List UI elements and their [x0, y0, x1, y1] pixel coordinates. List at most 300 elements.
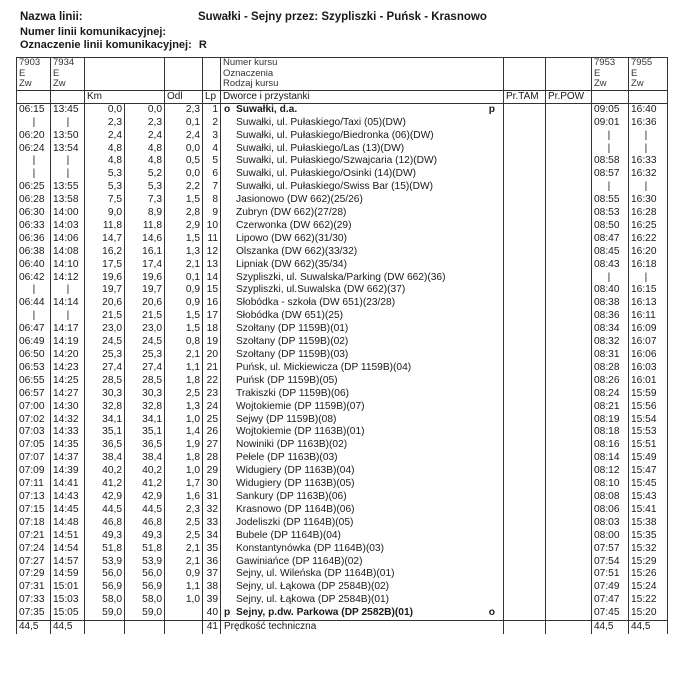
km-alt: 11,8	[125, 220, 165, 233]
stop-name: Sejwy (DP 1159B)(08)	[236, 413, 337, 425]
pr-pow-cell	[546, 155, 592, 168]
pr-tam-cell	[504, 272, 546, 285]
stop-name-cell	[221, 297, 504, 310]
stop-name-cell	[221, 465, 504, 478]
pr-pow-cell	[546, 143, 592, 156]
departure-7903: 06:33	[17, 220, 51, 233]
pr-tam-cell	[504, 517, 546, 530]
departure-7955: 15:22	[629, 594, 668, 607]
stop-index-lp: 8	[203, 194, 221, 207]
departure-7955: 15:45	[629, 478, 668, 491]
pr-pow-cell	[546, 284, 592, 297]
footer-row-speed	[17, 621, 668, 634]
departure-7955: 15:29	[629, 556, 668, 569]
stop-name: Szołtany (DP 1159B)(02)	[236, 336, 349, 348]
pr-pow-cell	[546, 401, 592, 414]
stop-row	[17, 220, 668, 233]
departure-7953: 08:58	[592, 155, 629, 168]
departure-7955: 15:59	[629, 388, 668, 401]
stop-index-lp: 10	[203, 220, 221, 233]
departure-7953: 08:03	[592, 517, 629, 530]
stop-name: Sejny, p.dw. Parkowa (DP 2582B)(01)	[236, 607, 414, 619]
departure-7934: 14:00	[51, 207, 85, 220]
departure-7903: |	[17, 155, 51, 168]
departure-7953: 08:19	[592, 414, 629, 427]
km-cumulative: 2,3	[85, 117, 125, 130]
departure-7903: 06:15	[17, 103, 51, 116]
pr-tam-cell	[504, 155, 546, 168]
stop-name-cell	[221, 362, 504, 375]
column-header-row	[17, 90, 668, 103]
lp-header: Lp	[203, 90, 221, 103]
stop-name: Sejny, ul. Wileńska (DP 1164B)(01)	[236, 568, 395, 580]
pr-tam-cell	[504, 568, 546, 581]
pr-tam-cell	[504, 543, 546, 556]
km-cumulative: 46,8	[85, 517, 125, 530]
stop-row	[17, 556, 668, 569]
km-alt: 8,9	[125, 207, 165, 220]
stop-index-lp: 14	[203, 272, 221, 285]
stop-row	[17, 155, 668, 168]
km-alt: 5,3	[125, 181, 165, 194]
departure-7934: 14:27	[51, 388, 85, 401]
stop-name-cell	[221, 117, 504, 130]
stop-flag: p	[488, 103, 495, 115]
stop-name: Jodeliszki (DP 1164B)(05)	[236, 516, 354, 528]
stop-name-cell	[221, 401, 504, 414]
stop-index-lp: 26	[203, 426, 221, 439]
stop-name-cell	[221, 168, 504, 181]
departure-7955: 16:33	[629, 155, 668, 168]
departure-7953: 08:08	[592, 491, 629, 504]
stop-name: Suwałki, ul. Pułaskiego/Swiss Bar (15)(DW)	[236, 181, 434, 193]
pr-tam-cell	[504, 439, 546, 452]
distance-odl: 2,1	[165, 556, 203, 569]
stop-row	[17, 491, 668, 504]
pr-tam-cell	[504, 607, 546, 620]
km-header: Km	[85, 90, 165, 103]
departure-7953: 08:00	[592, 530, 629, 543]
departure-7903: 07:00	[17, 401, 51, 414]
departure-7934: 14:25	[51, 375, 85, 388]
trip-header-7953: 7953 E Zw	[592, 58, 629, 91]
departure-7903: 07:07	[17, 452, 51, 465]
stop-index-lp: 6	[203, 168, 221, 181]
stop-row	[17, 323, 668, 336]
stop-row	[17, 607, 668, 620]
stop-index-lp: 13	[203, 259, 221, 272]
departure-7903: |	[17, 310, 51, 323]
pr-tam-cell	[504, 130, 546, 143]
departure-7934: 15:01	[51, 581, 85, 594]
departure-7955: |	[629, 181, 668, 194]
pr-tam-cell	[504, 297, 546, 310]
distance-odl: 1,3	[165, 401, 203, 414]
km-cumulative: 58,0	[85, 594, 125, 607]
pr-pow-cell	[546, 130, 592, 143]
departure-7934: |	[51, 117, 85, 130]
departure-7903: 07:18	[17, 517, 51, 530]
stop-name: Suwałki, ul. Pułaskiego/Szwajcaria (12)(DW)	[236, 155, 437, 167]
km-cumulative: 35,1	[85, 426, 125, 439]
footer-lp: 41	[203, 621, 221, 634]
stop-name: Trakiszki (DP 1159B)(06)	[236, 387, 350, 399]
stop-index-lp: 17	[203, 310, 221, 323]
stop-name-cell	[221, 246, 504, 259]
stop-name-cell	[221, 272, 504, 285]
distance-odl: 1,3	[165, 246, 203, 259]
pr-tam-cell	[504, 375, 546, 388]
line-mark	[20, 39, 207, 52]
pr-pow-cell	[546, 181, 592, 194]
stop-index-lp: 29	[203, 465, 221, 478]
line-number-label: Numer linii komunikacyjnej:	[20, 26, 167, 38]
stop-index-lp: 21	[203, 362, 221, 375]
stop-index-lp: 5	[203, 155, 221, 168]
pr-pow-cell	[546, 323, 592, 336]
stop-row	[17, 103, 668, 116]
departure-7934: 14:30	[51, 401, 85, 414]
km-alt: 19,6	[125, 272, 165, 285]
stop-row	[17, 272, 668, 285]
stop-name: Konstantynówka (DP 1164B)(03)	[236, 542, 384, 554]
departure-7955: |	[629, 272, 668, 285]
departure-7955: 15:43	[629, 491, 668, 504]
stop-index-lp: 3	[203, 130, 221, 143]
stop-name-cell	[221, 336, 504, 349]
stop-index-lp: 2	[203, 117, 221, 130]
km-alt: 0,0	[125, 103, 165, 116]
departure-7953: |	[592, 130, 629, 143]
distance-odl: 1,0	[165, 465, 203, 478]
distance-odl: 0,8	[165, 336, 203, 349]
stop-name: Żubryn (DW 662)(27/28)	[236, 207, 347, 219]
departure-7955: 15:54	[629, 414, 668, 427]
line-number	[20, 26, 166, 39]
distance-odl: 2,4	[165, 130, 203, 143]
km-cumulative: 16,2	[85, 246, 125, 259]
departure-7934: 14:39	[51, 465, 85, 478]
departure-7953: 08:47	[592, 233, 629, 246]
km-alt: 16,1	[125, 246, 165, 259]
departure-7955: 16:22	[629, 233, 668, 246]
stop-row	[17, 310, 668, 323]
km-cumulative: 44,5	[85, 504, 125, 517]
departure-7903: 07:27	[17, 556, 51, 569]
distance-odl	[165, 607, 203, 620]
distance-odl: 0,5	[165, 155, 203, 168]
blank	[504, 621, 546, 634]
stop-name: Sejny, ul. Łąkowa (DP 2584B)(02)	[236, 581, 390, 593]
line-mark-value: R	[198, 39, 207, 51]
pr-tam-cell	[504, 388, 546, 401]
stop-row	[17, 581, 668, 594]
stop-name: Puńsk (DP 1159B)(05)	[236, 374, 338, 386]
departure-7934: 14:23	[51, 362, 85, 375]
stops-header: Dworce i przystanki	[221, 90, 504, 103]
pr-pow-cell	[546, 246, 592, 259]
departure-7934: 13:54	[51, 143, 85, 156]
departure-7953: 08:31	[592, 349, 629, 362]
departure-7903: 07:11	[17, 478, 51, 491]
departure-7953: 07:45	[592, 607, 629, 620]
stop-index-lp: 40	[203, 607, 221, 620]
footer-label: Prędkość techniczna	[221, 621, 504, 634]
lp-header-blank	[203, 58, 221, 91]
km-alt: 49,3	[125, 530, 165, 543]
departure-7903: 07:02	[17, 414, 51, 427]
distance-odl: 1,9	[165, 439, 203, 452]
pr-pow-cell	[546, 478, 592, 491]
stop-name-cell	[221, 568, 504, 581]
departure-7953: 08:24	[592, 388, 629, 401]
trip-header-7903: 7903 E Zw	[17, 58, 51, 91]
km-alt: 42,9	[125, 491, 165, 504]
speed-7953: 44,5	[592, 621, 629, 634]
stop-row	[17, 594, 668, 607]
stop-row	[17, 517, 668, 530]
stop-row	[17, 452, 668, 465]
departure-7953: 07:51	[592, 568, 629, 581]
km-cumulative: 28,5	[85, 375, 125, 388]
stop-index-lp: 30	[203, 478, 221, 491]
distance-odl: 2,1	[165, 543, 203, 556]
stop-index-lp: 9	[203, 207, 221, 220]
pr-tam-cell	[504, 117, 546, 130]
pr-pow-cell	[546, 297, 592, 310]
km-cumulative: 56,9	[85, 581, 125, 594]
departure-7903: 06:36	[17, 233, 51, 246]
stop-row	[17, 284, 668, 297]
km-alt: 56,0	[125, 568, 165, 581]
departure-7953: 08:38	[592, 297, 629, 310]
departure-7953: 08:53	[592, 207, 629, 220]
stop-name: Czerwonka (DW 662)(29)	[236, 219, 352, 231]
km-cumulative: 2,4	[85, 130, 125, 143]
stop-index-lp: 24	[203, 401, 221, 414]
distance-odl: 2,1	[165, 259, 203, 272]
distance-odl: 1,4	[165, 426, 203, 439]
stop-name: Suwałki, ul. Pułaskiego/Taxi (05)(DW)	[236, 116, 406, 128]
distance-odl: 2,5	[165, 530, 203, 543]
km-alt: 5,2	[125, 168, 165, 181]
trip-header-7934: 7934 E Zw	[51, 58, 85, 91]
stop-name-cell	[221, 220, 504, 233]
stop-index-lp: 39	[203, 594, 221, 607]
km-alt: 44,5	[125, 504, 165, 517]
departure-7934: 14:59	[51, 568, 85, 581]
km-alt: 34,1	[125, 414, 165, 427]
departure-7934: 14:35	[51, 439, 85, 452]
stop-name: Szołtany (DP 1159B)(01)	[236, 323, 349, 335]
departure-7955: 15:53	[629, 426, 668, 439]
pr-tam-cell	[504, 452, 546, 465]
departure-7955: 15:26	[629, 568, 668, 581]
km-alt: 14,6	[125, 233, 165, 246]
stop-index-lp: 11	[203, 233, 221, 246]
km-alt: 41,2	[125, 478, 165, 491]
pr-pow-cell	[546, 465, 592, 478]
pr-tam-cell	[504, 310, 546, 323]
departure-7903: 06:55	[17, 375, 51, 388]
km-alt: 23,0	[125, 323, 165, 336]
departure-7934: 14:54	[51, 543, 85, 556]
stop-name-cell	[221, 530, 504, 543]
departure-7903: 06:53	[17, 362, 51, 375]
km-cumulative: 25,3	[85, 349, 125, 362]
pr-tam-cell	[504, 143, 546, 156]
distance-odl: 1,6	[165, 491, 203, 504]
pr-pow-cell	[546, 375, 592, 388]
stop-name: Lipowo (DW 662)(31/30)	[236, 232, 347, 244]
departure-7955: 16:01	[629, 375, 668, 388]
departure-7903: 06:42	[17, 272, 51, 285]
km-cumulative: 27,4	[85, 362, 125, 375]
pr-tam-cell	[504, 426, 546, 439]
pr-tam-cell	[504, 530, 546, 543]
stop-name: Lipniak (DW 662)(35/34)	[236, 258, 347, 270]
pr-pow-header-blank	[546, 58, 592, 91]
departure-7934: 14:12	[51, 272, 85, 285]
km-cumulative: 36,5	[85, 439, 125, 452]
stop-name-cell	[221, 594, 504, 607]
stop-name: Olszanka (DW 662)(33/32)	[236, 245, 358, 257]
km-alt: 30,3	[125, 388, 165, 401]
departure-7955: 16:28	[629, 207, 668, 220]
km-cumulative: 5,3	[85, 168, 125, 181]
stop-index-lp: 35	[203, 543, 221, 556]
km-alt: 35,1	[125, 426, 165, 439]
km-alt: 28,5	[125, 375, 165, 388]
departure-7953: 08:43	[592, 259, 629, 272]
departure-7953: 09:01	[592, 117, 629, 130]
stop-row	[17, 246, 668, 259]
departure-7955: 15:47	[629, 465, 668, 478]
pr-pow-cell	[546, 504, 592, 517]
km-alt: 40,2	[125, 465, 165, 478]
departure-7934: 14:48	[51, 517, 85, 530]
km-cumulative: 41,2	[85, 478, 125, 491]
departure-7934: 14:14	[51, 297, 85, 310]
km-cumulative: 20,6	[85, 297, 125, 310]
distance-odl: 2,3	[165, 103, 203, 116]
pr-pow-cell	[546, 310, 592, 323]
stop-row	[17, 543, 668, 556]
departure-7903: |	[17, 284, 51, 297]
stop-name: Słobódka - szkoła (DW 651)(23/28)	[236, 297, 396, 309]
km-alt: 38,4	[125, 452, 165, 465]
distance-odl: 0,0	[165, 168, 203, 181]
km-cumulative: 30,3	[85, 388, 125, 401]
departure-7934: 14:10	[51, 259, 85, 272]
km-cumulative: 17,5	[85, 259, 125, 272]
departure-7953: 07:54	[592, 556, 629, 569]
stop-name-cell	[221, 517, 504, 530]
stop-index-lp: 36	[203, 556, 221, 569]
departure-7903: 06:49	[17, 336, 51, 349]
departure-7953: 08:10	[592, 478, 629, 491]
stop-name: Suwałki, ul. Pułaskiego/Osinki (14)(DW)	[236, 168, 417, 180]
departure-7955: 15:56	[629, 401, 668, 414]
departure-7934: 14:32	[51, 414, 85, 427]
pr-pow-cell	[546, 439, 592, 452]
stop-name: Suwałki, d.a.	[236, 103, 298, 115]
pr-pow-cell	[546, 336, 592, 349]
km-cumulative: 32,8	[85, 401, 125, 414]
departure-7953: |	[592, 143, 629, 156]
stop-index-lp: 22	[203, 375, 221, 388]
pr-pow-cell	[546, 607, 592, 620]
stop-name: Suwałki, ul. Pułaskiego/Biedronka (06)(DW)	[236, 129, 434, 141]
stop-index-lp: 20	[203, 349, 221, 362]
departure-7934: 13:50	[51, 130, 85, 143]
stop-index-lp: 16	[203, 297, 221, 310]
pr-tam-cell	[504, 504, 546, 517]
stop-name: Pełele (DP 1163B)(03)	[236, 452, 338, 464]
departure-7903: 07:03	[17, 426, 51, 439]
departure-7953: 08:28	[592, 362, 629, 375]
stop-row	[17, 259, 668, 272]
km-alt: 25,3	[125, 349, 165, 362]
departure-7934: 14:33	[51, 426, 85, 439]
departure-7955: |	[629, 130, 668, 143]
stop-name-cell	[221, 310, 504, 323]
km-alt: 4,8	[125, 155, 165, 168]
departure-7903: 06:25	[17, 181, 51, 194]
distance-odl: 2,2	[165, 181, 203, 194]
km-cumulative: 0,0	[85, 103, 125, 116]
departure-7955: 15:24	[629, 581, 668, 594]
departure-7934: |	[51, 155, 85, 168]
departure-7955: 15:20	[629, 607, 668, 620]
stop-index-lp: 37	[203, 568, 221, 581]
trip-header-row	[17, 58, 668, 91]
stop-name: Jasionowo (DW 662)(25/26)	[236, 194, 363, 206]
pr-pow-cell	[546, 220, 592, 233]
pr-tam-cell	[504, 323, 546, 336]
stop-row	[17, 414, 668, 427]
km-cumulative: 56,0	[85, 568, 125, 581]
pr-pow-cell	[546, 517, 592, 530]
departure-7955: 16:07	[629, 336, 668, 349]
blank	[125, 621, 165, 634]
km-alt: 59,0	[125, 607, 165, 620]
stop-name-cell	[221, 233, 504, 246]
stop-name: Wojtokiemie (DP 1159B)(07)	[236, 400, 365, 412]
departure-7955: 16:09	[629, 323, 668, 336]
km-alt: 56,9	[125, 581, 165, 594]
departure-7955: 16:03	[629, 362, 668, 375]
pr-tam-cell	[504, 414, 546, 427]
departure-7955: 16:20	[629, 246, 668, 259]
pr-tam-cell	[504, 556, 546, 569]
distance-odl: 2,8	[165, 207, 203, 220]
departure-7953: 07:47	[592, 594, 629, 607]
stop-name: Nowiniki (DP 1163B)(02)	[236, 439, 348, 451]
blank	[85, 621, 125, 634]
stop-name-cell	[221, 323, 504, 336]
departure-7953: 08:32	[592, 336, 629, 349]
departure-7955: 15:41	[629, 504, 668, 517]
stop-row	[17, 362, 668, 375]
stop-row	[17, 568, 668, 581]
departure-7955: 16:18	[629, 259, 668, 272]
departure-7953: 08:18	[592, 426, 629, 439]
departure-7955: 16:40	[629, 103, 668, 116]
stop-name: Krasnowo (DP 1164B)(06)	[236, 503, 355, 515]
stop-marker: o	[224, 103, 231, 115]
distance-odl: 2,3	[165, 504, 203, 517]
